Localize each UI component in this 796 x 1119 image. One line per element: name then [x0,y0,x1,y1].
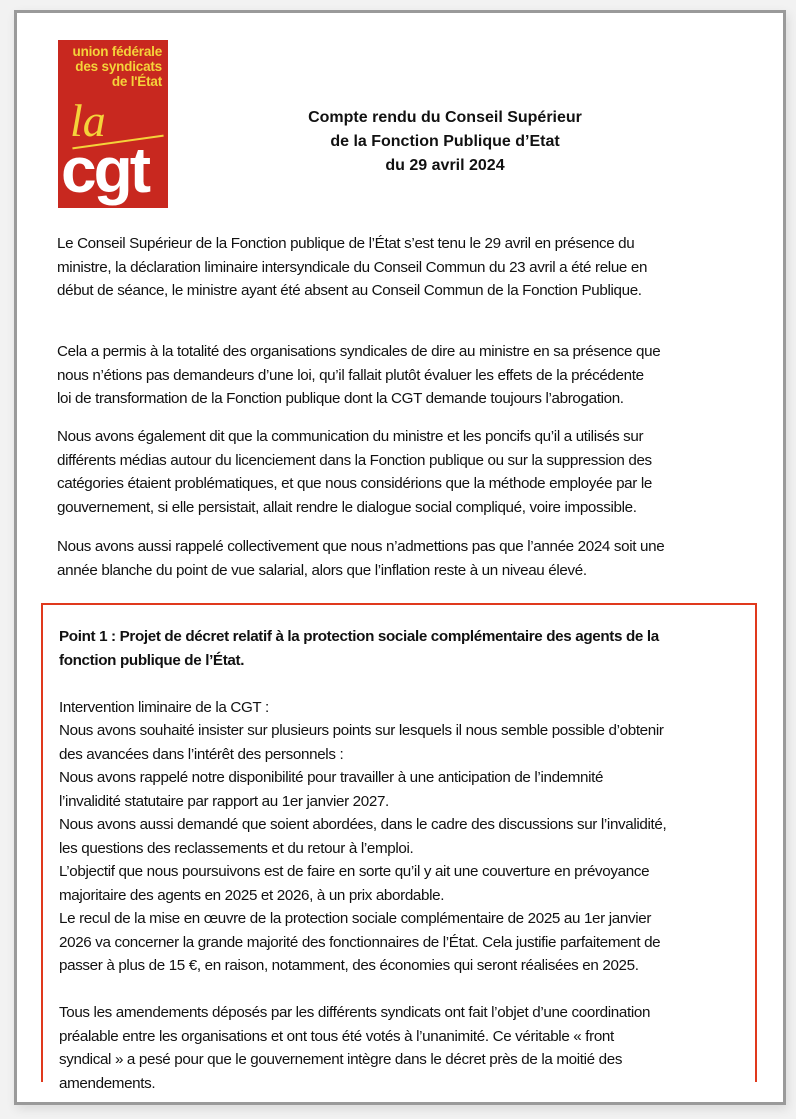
heading-line: fonction publique de l’État. [59,651,245,669]
intro-paragraph-1 [57,232,757,303]
text-line: les questions des reclassements et du retour à l’emploi. [59,839,414,857]
text-line: passer à plus de 15 €, en raison, notamment, des économies qui seront réalisées en 2025. [59,957,639,974]
text-line: différents médias autour du licenciement dans la Fonction publique ou sur la suppression des [57,451,652,469]
text-line: Nous avons aussi rappelé collectivement que nous n’admettions pas que l’année 2024 soit une [57,538,665,555]
text-line: nous n’étions pas demandeurs d’une loi, qu’il fallait plutôt évaluer les effets de la précédente [57,366,644,384]
text-line: Nous avons aussi demandé que soient abordées, dans le cadre des discussions sur l’invalidité, [59,816,667,833]
logo-line-2: des syndicats [75,59,162,74]
text-line: syndical » a pesé pour que le gouvernement intègre dans le décret près de la moitié des [59,1051,623,1068]
text-line: ministre, la déclaration liminaire intersyndicale du Conseil Commun du 23 avril a été relue en [57,258,648,276]
text-line: des avancées dans l’intérêt des personnels : [59,745,344,763]
amendments-paragraph [59,1001,749,1095]
text-line: Tous les amendements déposés par les différents syndicats ont fait l’objet d’une coordination [59,1004,651,1021]
cgt-intervention [59,696,749,978]
logo-union-text [73,44,162,89]
text-line: gouvernement, si elle persistait, allait rendre le dialogue social compliqué, voire impossible. [57,498,637,516]
intro-paragraph-4 [57,535,757,582]
intro-paragraph-3 [57,425,757,519]
text-line: Nous avons également dit que la communication du ministre et les poncifs qu’il a utilisés sur [57,428,644,445]
text-line: catégories étaient problématiques, et que nous considérions que la méthode employée par le [57,475,652,492]
logo-la-script: la [70,95,106,146]
logo-line-1: union fédérale [72,44,162,59]
text-line: Intervention liminaire de la CGT : [59,698,269,716]
text-line: Nous avons rappelé notre disponibilité pour travailler à une anticipation de l’indemnité [59,769,604,786]
page-title [250,106,640,178]
text-line: loi de transformation de la Fonction publique dont la CGT demande toujours l’abrogation. [57,390,624,407]
text-line: majoritaire des agents en 2025 et 2026, à un prix abordable. [59,886,445,904]
text-line: année blanche du point de vue salarial, alors que l’inflation reste à un niveau élevé. [57,561,587,579]
point-1-heading [59,625,749,672]
text-line: amendements. [59,1074,156,1092]
title-date: du 29 avril 2024 [385,157,505,174]
title-line-1: Compte rendu du Conseil Supérieur [308,109,582,126]
text-line: l’invalidité statutaire par rapport au 1er janvier 2027. [59,792,389,810]
text-line: 2026 va concerner la grande majorité des fonctionnaires de l’État. Cela justifie parfaitement de [59,933,661,951]
text-line: L’objectif que nous poursuivons est de faire en sorte qu’il y ait une couverture en prévoyance [59,863,650,880]
cgt-logo [58,40,168,208]
intro-paragraph-2 [57,340,757,411]
text-line: Le recul de la mise en œuvre de la protection sociale complémentaire de 2025 au 1er janvier [59,910,652,927]
text-line: Le Conseil Supérieur de la Fonction publique de l’État s’est tenu le 29 avril en présence du [57,235,635,252]
text-line: Nous avons souhaité insister sur plusieurs points sur lesquels il nous semble possible d’obtenir [59,722,664,739]
heading-line: Point 1 : Projet de décret relatif à la protection sociale complémentaire des agents de la [59,628,659,645]
logo-line-3: de l'État [111,74,162,89]
spacer [59,978,749,1002]
logo-cgt-wordmark: cgt [61,134,148,206]
point-1-section [41,603,757,1092]
text-line: Cela a permis à la totalité des organisations syndicales de dire au ministre en sa présence que [57,343,661,360]
text-line: début de séance, le ministre ayant été absent au Conseil Commun de la Fonction Publique. [57,282,642,299]
title-line-2: de la Fonction Publique d’Etat [330,133,560,150]
text-line: préalable entre les organisations et ont tous été votés à l’unanimité. Ce véritable « front [59,1027,614,1045]
